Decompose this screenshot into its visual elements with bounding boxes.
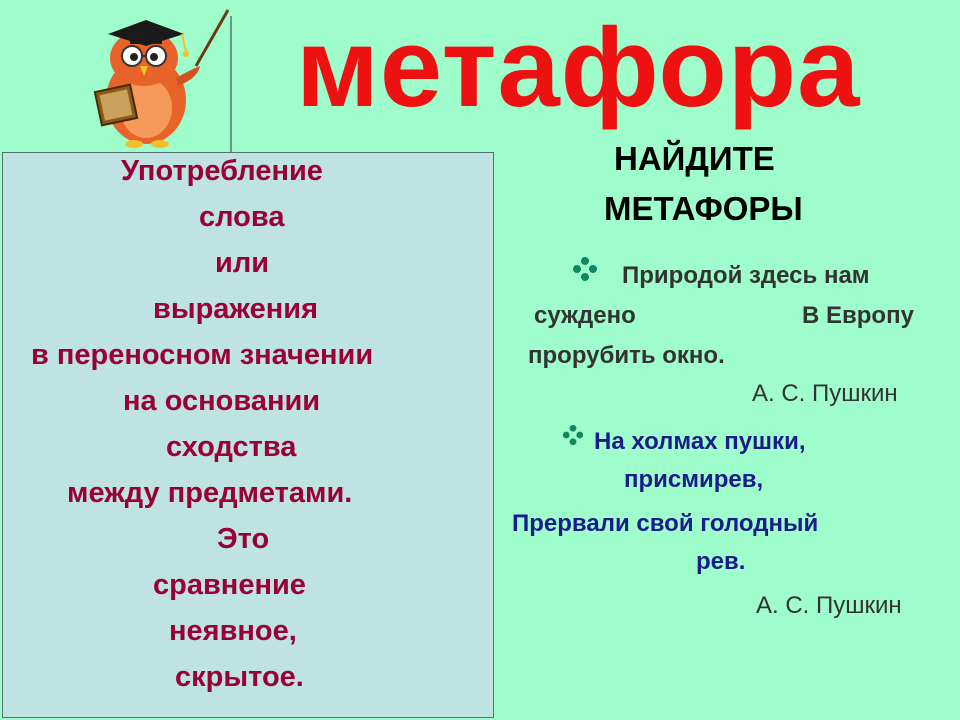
definition-line: скрытое.	[175, 661, 304, 693]
slide-title: метафора	[296, 5, 861, 130]
example2-author: А. С. Пушкин	[756, 592, 902, 619]
definition-line: Это	[217, 523, 270, 555]
definition-box	[2, 152, 494, 718]
bullet-diamond-icon	[572, 256, 598, 282]
definition-line: сходства	[166, 431, 297, 463]
definition-line: на основании	[123, 385, 321, 417]
definition-line: между предметами.	[67, 477, 353, 509]
definition-line: сравнение	[153, 569, 306, 601]
definition-line: или	[215, 247, 270, 279]
example2-line3: Прервали свой голодный	[512, 510, 819, 537]
owl-teacher-icon	[78, 8, 248, 158]
example2-line2: присмирев,	[624, 466, 764, 493]
definition-line: неявное,	[169, 615, 297, 647]
task-heading-line2: МЕТАФОРЫ	[604, 190, 803, 227]
example2-line4: рев.	[696, 548, 746, 575]
definition-line: в переносном значении	[31, 339, 374, 371]
definition-line: Употребление	[121, 155, 323, 187]
example1-author: А. С. Пушкин	[752, 380, 898, 407]
example1-line3: прорубить окно.	[528, 342, 725, 369]
bullet-diamond-icon	[562, 424, 584, 446]
definition-line: выражения	[153, 293, 319, 325]
example2-line1: На холмах пушки,	[594, 428, 806, 455]
definition-line: слова	[199, 201, 285, 233]
example1-line2-left: суждено	[534, 302, 636, 329]
example1-line1: Природой здесь нам	[622, 262, 870, 289]
task-heading-line1: НАЙДИТЕ	[614, 140, 775, 177]
example1-line2-right: В Европу	[802, 302, 914, 329]
